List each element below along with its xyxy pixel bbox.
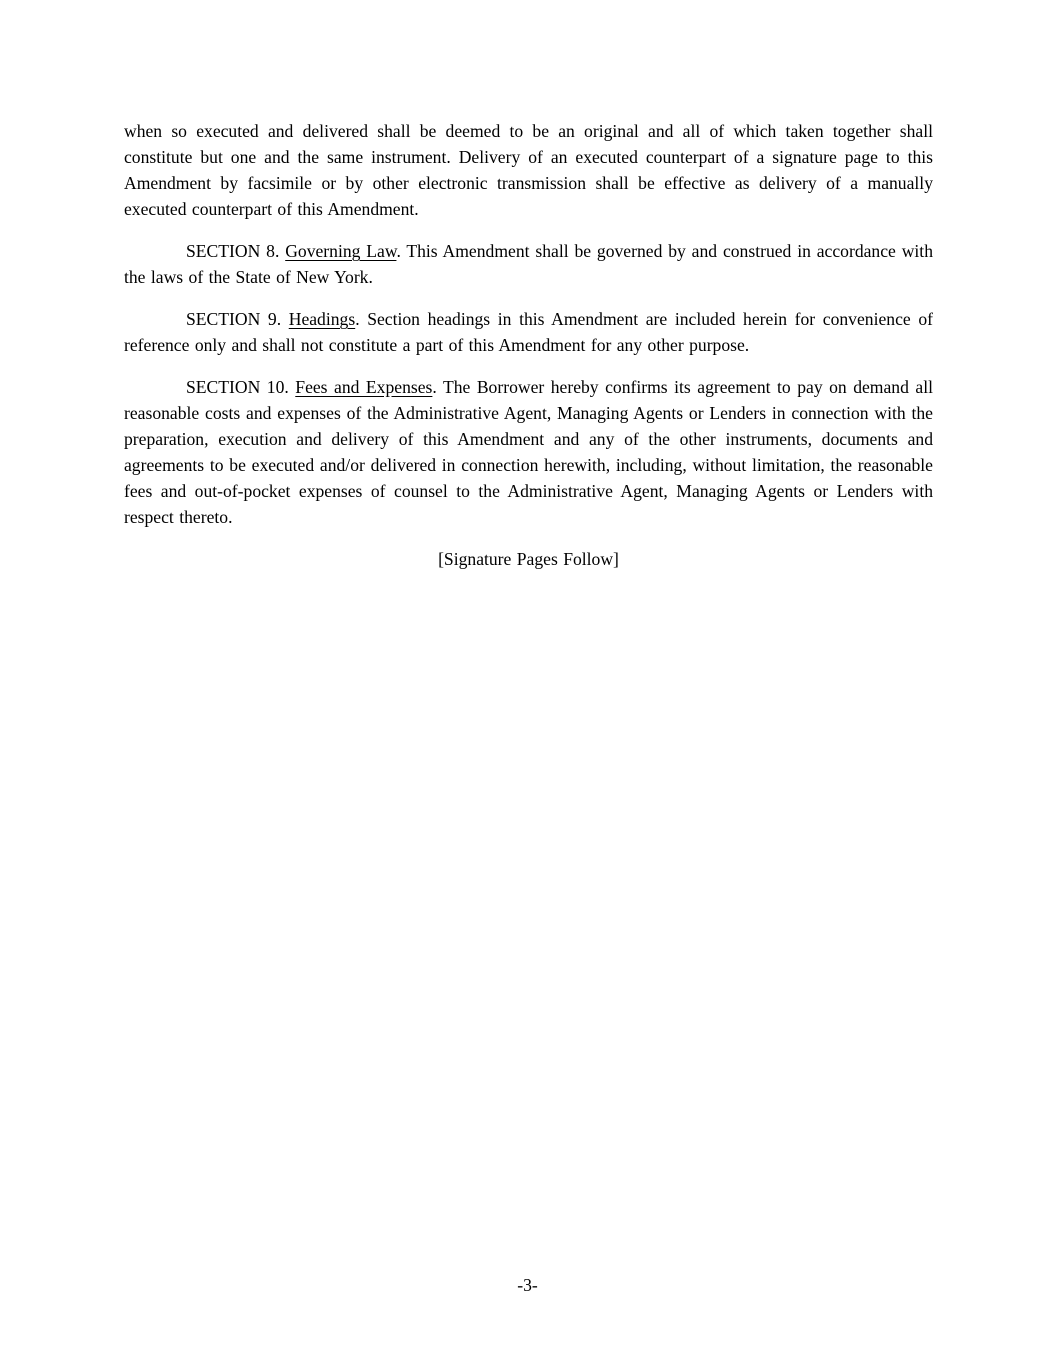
section-9-paragraph: [124, 306, 933, 358]
page-number: -3-: [517, 1275, 538, 1295]
section-8-body: . This Amendment shall be governed by and construed in accordance with the laws of the State of New York.: [124, 241, 933, 287]
section-8-label: SECTION 8.: [186, 241, 280, 261]
section-9-heading: Headings: [288, 309, 356, 329]
section-8-paragraph: [124, 238, 933, 290]
section-10-label: SECTION 10.: [186, 377, 289, 397]
document-content: [124, 118, 933, 588]
section-10-body: . The Borrower hereby confirms its agreement to pay on demand all reasonable costs and expenses of the Administrative Agent, Managing Agents or Lenders in connection with the preparation, execution and delivery of this Amendment and any of the other instruments, documents and agreements to be executed and/or delivered in connection herewith, including, without limitation, the reasonable fees and out-of-pocket expenses of counsel to the Administrative Agent, Managing Agents or Lenders with respect thereto.: [124, 377, 933, 527]
section-9-label: SECTION 9.: [186, 309, 282, 329]
section-9-body: . Section headings in this Amendment are included herein for convenience of reference only and shall not constitute a part of this Amendment for any other purpose.: [124, 309, 933, 355]
intro-paragraph: when so executed and delivered shall be deemed to be an original and all of which taken together shall constitute but one and the same instrument. Delivery of an executed counterpart of a signature page to this Amendment by facsimile or by other electronic transmission shall be effective as delivery of a manually executed counterpart of this Amendment.: [124, 121, 933, 219]
signature-pages-note: [Signature Pages Follow]: [438, 549, 619, 569]
section-8-heading: Governing Law: [285, 241, 397, 261]
section-10-paragraph: [124, 374, 933, 530]
section-10-heading: Fees and Expenses: [295, 377, 433, 397]
